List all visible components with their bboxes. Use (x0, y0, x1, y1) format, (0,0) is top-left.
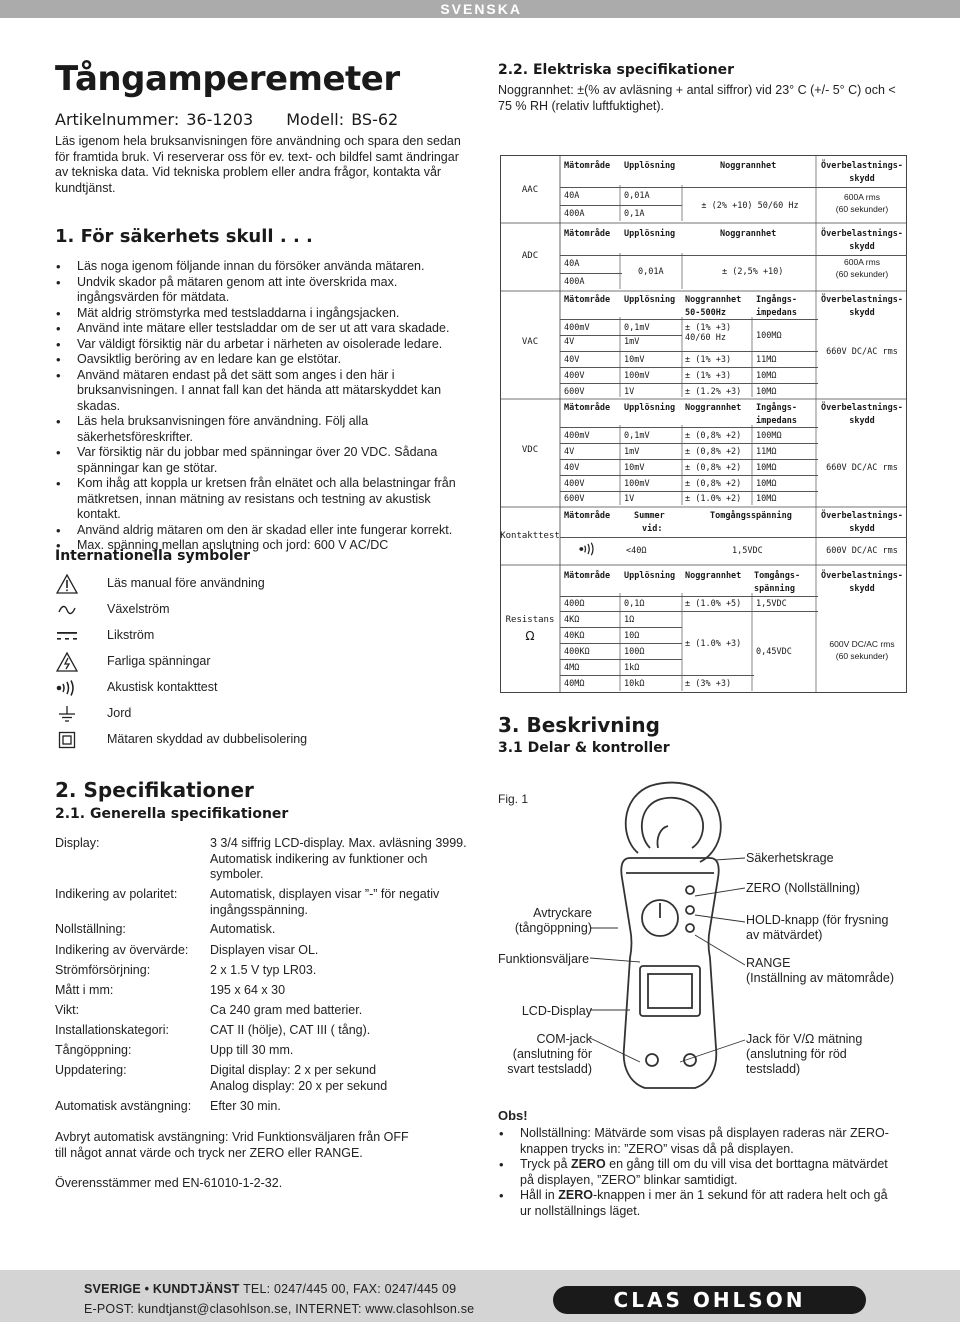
category-aac: AAC (521, 185, 539, 195)
spec-key: Tångöppning: (55, 1043, 132, 1057)
footer-line1 (84, 1282, 456, 1296)
spec-key: Display: (55, 836, 100, 850)
symbol-label: Farliga spänningar (107, 654, 211, 668)
cell: 100MΩ (756, 431, 782, 441)
symbol-label: Växelström (107, 602, 170, 616)
cell: 11MΩ (756, 355, 777, 365)
symbol-row (55, 676, 455, 702)
label-range-line2: (Inställning av mätområde) (746, 971, 894, 985)
header-range: Mätområde (564, 295, 611, 305)
cell: 10mV (624, 355, 645, 365)
header-protection-2: skydd (849, 242, 875, 252)
spec-value: 3 3/4 siffrig LCD-display. Max. avläsning 3999. Automatisk indikering av funktioner och symboler. (210, 836, 467, 881)
general-spec-heading: 2.1. Generella specifikationer (55, 806, 289, 822)
cell: (60 sekunder) (835, 269, 889, 279)
header-protection: Överbelastnings- (821, 295, 903, 305)
high-voltage-icon (55, 650, 79, 674)
warning-triangle-icon (55, 572, 79, 596)
header-range: Mätområde (564, 571, 611, 581)
label-jack-line1: Jack för V/Ω mätning (746, 1032, 863, 1046)
cell: 600A rms (844, 257, 880, 267)
safety-item: • Använd inte mätare eller testsladdar om de ser ut att vara skadade. (55, 321, 475, 337)
symbol-row (55, 702, 455, 728)
header-range: Mätområde (564, 161, 611, 171)
cell: 10MΩ (756, 463, 777, 473)
cell: 400A (564, 277, 585, 287)
spec-value: Efter 30 min. (210, 1099, 281, 1113)
header-range: Mätområde (564, 511, 611, 521)
spec-key: Nollställning: (55, 922, 126, 936)
header-accuracy: Noggrannhet (685, 403, 742, 413)
obs-item (498, 1188, 898, 1219)
cell: ± (1.0% +5) (685, 599, 742, 609)
cell: 40KΩ (564, 631, 585, 641)
obs-bold: ZERO (558, 1188, 593, 1202)
header-accuracy: Noggrannhet (685, 295, 742, 305)
spec-key: Strömförsörjning: (55, 963, 151, 977)
cell: 1Ω (624, 615, 635, 625)
safety-item: • Undvik skador på mätaren genom att inte överskrida max. ingångsvärden för mätdata. (55, 275, 475, 306)
spec-value: CAT II (hölje), CAT III ( tång). (210, 1023, 371, 1037)
specifications-heading: 2. Specifikationer (55, 778, 254, 802)
spec-key: Automatisk avstängning: (55, 1099, 192, 1113)
label-jack-line3: testsladd) (746, 1062, 801, 1076)
spec-value: Upp till 30 mm. (210, 1043, 294, 1057)
cell: ± (1.2% +3) (685, 387, 742, 397)
label-trigger-line2: (tångöppning) (514, 921, 592, 935)
header-impedance: Ingångs- (756, 403, 797, 413)
cell: 1V (624, 494, 635, 504)
symbols-list (55, 570, 475, 760)
cell: 600V DC/AC rms (829, 639, 895, 649)
symbol-label: Jord (107, 706, 132, 720)
cell: 40V (564, 355, 580, 365)
header-resolution: Upplösning (624, 295, 676, 305)
cell: 0,1A (624, 209, 645, 219)
intro-text: Läs igenom hela bruksanvisningen före användning och spara den sedan för framtida bruk. Vi reserverar oss för ev. text- och bildfel samt ändringar av tekniska data. Vid tekniska problem eller andra frågor, kontakta vår kundtjänst. (55, 134, 461, 195)
cell: 400mV (564, 431, 590, 441)
general-spec-list (55, 836, 475, 1116)
symbol-row (55, 728, 455, 754)
left-column (55, 58, 475, 554)
ohm-symbol: Ω (525, 629, 535, 643)
cell: 600V (564, 387, 585, 397)
symbol-row (55, 572, 455, 598)
cell: 0,01A (624, 191, 650, 201)
symbol-label: Mätaren skyddad av dubbelisolering (107, 732, 308, 746)
cell: 1,5VDC (756, 599, 787, 609)
header-range: Mätområde (564, 403, 611, 413)
label-com-line3: svart testsladd) (507, 1062, 592, 1076)
spec-value: Displayen visar OL. (210, 943, 319, 957)
cell: 400mV (564, 323, 590, 333)
cell: 400KΩ (564, 647, 590, 657)
cell: <40Ω (626, 546, 647, 556)
cell: ± (1% +3) (685, 371, 732, 381)
right-column (498, 62, 918, 114)
header-protection: Överbelastnings- (821, 511, 903, 521)
symbols-heading: Internationella symboler (55, 548, 251, 564)
category-vac: VAC (521, 337, 539, 347)
label-com-line2: (anslutning för (512, 1047, 592, 1061)
footer-phone: TEL: 0247/445 00, FAX: 0247/445 09 (239, 1282, 457, 1296)
safety-item: • Kom ihåg att koppla ur kretsen från elnätet och alla belastningar från mätkretsen, innan mätning av resistans och testning av akustisk kontakt. (55, 476, 475, 523)
spec-key: Installationskategori: (55, 1023, 169, 1037)
safety-heading: 1. För säkerhets skull . . . (55, 226, 313, 247)
safety-item: • Läs hela bruksanvisningen före användning. Följ alla säkerhetsföreskrifter. (55, 414, 475, 445)
cell: 100MΩ (756, 331, 782, 341)
symbol-label: Akustisk kontakttest (107, 680, 218, 694)
header-impedance-2: impedans (756, 416, 797, 426)
header-protection-2: skydd (849, 308, 875, 318)
cell: 1,5VDC (732, 546, 763, 556)
header-buzzer: Summer (634, 511, 665, 521)
conformity-note: Överensstämmer med EN-61010-1-2-32. (55, 1176, 283, 1190)
label-jack-line2: (anslutning för röd (746, 1047, 847, 1061)
cell: 0,1mV (624, 323, 650, 333)
cell: 100Ω (624, 647, 645, 657)
header-accuracy: Noggrannhet (720, 229, 777, 239)
header-protection-2: skydd (849, 174, 875, 184)
cell: ± (1% +3) (685, 323, 732, 333)
cell: 1mV (624, 447, 640, 457)
language-bar (0, 0, 960, 18)
description-heading: 3. Beskrivning (498, 713, 660, 737)
spec-value: 2 x 1.5 V typ LR03. (210, 963, 317, 977)
cell: 10MΩ (756, 494, 777, 504)
spec-key: Vikt: (55, 1003, 80, 1017)
header-protection-2: skydd (849, 584, 875, 594)
label-v-jack (746, 1032, 862, 1077)
header-protection-2: skydd (849, 416, 875, 426)
parts-heading: 3.1 Delar & kontroller (498, 740, 670, 756)
safety-item: • Mät aldrig strömstyrka med testsladdarna i ingångsjacken. (55, 306, 475, 322)
article-number: Artikelnummer: 36-1203 (55, 110, 254, 129)
cell: 40/60 Hz (685, 333, 726, 343)
header-protection-2: skydd (849, 524, 875, 534)
cell: 1kΩ (624, 663, 640, 673)
header-resolution: Upplösning (624, 229, 676, 239)
header-impedance: Ingångs- (756, 295, 797, 305)
safety-item: • Använd aldrig mätaren om den är skadad eller inte fungerar korrekt. (55, 523, 475, 539)
cell: 1mV (624, 337, 640, 347)
obs-item (498, 1126, 898, 1157)
cell: ± (1.0% +2) (685, 494, 742, 504)
cell: 0,1Ω (624, 599, 645, 609)
header-protection: Överbelastnings- (821, 571, 903, 581)
spec-value: Automatisk, displayen visar ”-” för negativ ingångsspänning. (210, 887, 440, 917)
obs-text: en gång till om du vill visa det borttagna mätvärdet på displayen, ”ZERO” blinkar samtidigt. (520, 1157, 888, 1187)
safety-item: • Läs noga igenom följande innan du försöker använda mätaren. (55, 259, 475, 275)
symbol-row (55, 624, 455, 650)
cell: 40A (564, 259, 580, 269)
spec-key: Mått i mm: (55, 983, 114, 997)
cell: 660V DC/AC rms (826, 463, 898, 473)
spec-value: Automatisk. (210, 922, 276, 936)
obs-text: Håll in (520, 1188, 559, 1202)
cell: 600A rms (844, 192, 880, 202)
header-protection: Överbelastnings- (821, 403, 903, 413)
clas-ohlson-logo: CLAS OHLSON (553, 1286, 866, 1314)
cell: 1V (624, 387, 635, 397)
header-protection: Överbelastnings- (821, 229, 903, 239)
spec-key: Uppdatering: (55, 1063, 127, 1077)
header-open-voltage: Tomgångs- (754, 571, 801, 581)
ground-icon (55, 702, 79, 726)
header-resolution: Upplösning (624, 403, 676, 413)
symbol-label: Likström (107, 628, 155, 642)
safety-item: • Var väldigt försiktig när du arbetar i närheten av oisolerade ledare. (55, 337, 475, 353)
header-accuracy-freq: 50-500Hz (685, 308, 726, 318)
page-title: Tångamperemeter (55, 59, 400, 99)
label-com-jack (498, 1032, 592, 1077)
header-range: Mätområde (564, 229, 611, 239)
label-hold-line1: HOLD-knapp (för frysning (746, 913, 889, 927)
spec-value: Digital display: 2 x per sekund Analog display: 20 x per sekund (210, 1063, 388, 1093)
label-com-line1: COM-jack (536, 1032, 592, 1046)
obs-list (498, 1126, 898, 1219)
symbol-row (55, 598, 455, 624)
safety-item: • Max. spänning mellan anslutning och jord: 600 V AC/DC (55, 538, 475, 554)
cell: 10MΩ (756, 371, 777, 381)
header-impedance-2: impedans (756, 308, 797, 318)
category-adc: ADC (521, 251, 539, 261)
cell: (60 sekunder) (835, 651, 889, 661)
obs-bold: ZERO (570, 1157, 606, 1171)
cell: 40MΩ (564, 679, 585, 689)
figure-label: Fig. 1 (498, 792, 529, 806)
safety-item: • Oavsiktlig beröring av en ledare kan ge elstötar. (55, 352, 475, 368)
cell: 4V (564, 337, 575, 347)
cell: 400V (564, 479, 585, 489)
cell: ± (0,8% +2) (685, 479, 742, 489)
cell: 10mV (624, 463, 645, 473)
sound-icon (55, 676, 79, 700)
obs-text: Nollställning: Mätvärde som visas på displayen raderas när ZERO-knappen trycks in: ”ZERO” visas då på displayen. (520, 1126, 889, 1156)
label-function-selector: Funktionsväljare (498, 952, 590, 966)
category-continuity: Kontakttest (500, 531, 560, 541)
cell: ± (0,8% +2) (685, 447, 742, 457)
label-range-line1: RANGE (746, 956, 791, 970)
header-resolution: Upplösning (624, 161, 676, 171)
label-lcd: LCD-Display (521, 1004, 592, 1018)
article-line (55, 110, 475, 129)
cell: 100mV (624, 479, 650, 489)
language-label: SVENSKA (440, 1, 522, 17)
obs-text: Tryck på (520, 1157, 571, 1171)
label-trigger-line1: Avtryckare (533, 906, 592, 920)
cell: ± (3% +3) (685, 679, 732, 689)
label-range (746, 956, 894, 986)
header-accuracy: Noggrannhet (720, 161, 777, 171)
safety-item: • Använd mätaren endast på det sätt som anges i den här i bruksanvisningen. I annat fall kan det hända att mätarskyddet kan skadas. (55, 368, 475, 415)
header-open-voltage: Tomgångsspänning (710, 511, 792, 521)
cell: 4KΩ (564, 615, 580, 625)
cell: 400A (564, 209, 585, 219)
cell: ± (2,5% +10) (722, 267, 784, 277)
electrical-spec-heading: 2.2. Elektriska specifikationer (498, 62, 735, 78)
ac-tilde-icon (55, 598, 79, 622)
spec-key: Indikering av polaritet: (55, 887, 178, 901)
label-zero: ZERO (Nollställning) (746, 881, 860, 895)
dc-icon (55, 624, 79, 648)
cell: 660V DC/AC rms (826, 347, 898, 357)
footer-line2: E-POST: kundtjanst@clasohlson.se, INTERNET: www.clasohlson.se (84, 1302, 475, 1316)
symbol-label: Läs manual före användning (107, 576, 265, 590)
cell: 600V DC/AC rms (826, 546, 898, 556)
cell: 10MΩ (756, 387, 777, 397)
cell: ± (2% +10) 50/60 Hz (701, 201, 799, 211)
label-hold (746, 913, 888, 943)
footer (0, 1270, 960, 1322)
safety-list (55, 259, 475, 554)
cell: 0,01A (638, 267, 664, 277)
cell: 40A (564, 191, 580, 201)
cell: 0,1mV (624, 431, 650, 441)
label-trigger (500, 906, 592, 936)
label-safety-guard: Säkerhetskrage (746, 851, 834, 865)
safety-item: • Var försiktig när du jobbar med spänningar över 20 VDC. Sådana spänningar kan ge stötar. (55, 445, 475, 476)
auto-off-note: Avbryt automatisk avstängning: Vrid Funktionsväljaren från OFF till något annat värde och tryck ner ZERO eller RANGE. (55, 1130, 409, 1160)
obs-text: -knappen i mer än 1 sekund för att radera helt och gå ur nollställnings läget. (520, 1188, 888, 1218)
category-resistance: Resistans (505, 615, 555, 625)
cell: ± (1% +3) (685, 355, 732, 365)
header-resolution: Upplösning (624, 571, 676, 581)
header-accuracy: Noggrannhet (685, 571, 742, 581)
label-hold-line2: av mätvärdet) (746, 928, 823, 942)
cell: 10MΩ (756, 479, 777, 489)
footer-country: SVERIGE • KUNDTJÄNST (84, 1282, 240, 1296)
cell: ± (0,8% +2) (685, 463, 742, 473)
cell: 400V (564, 371, 585, 381)
header-buzzer-2: vid: (642, 524, 663, 534)
obs-item (498, 1157, 898, 1188)
cell: 4MΩ (564, 663, 580, 673)
obs-heading: Obs! (498, 1108, 528, 1123)
spec-value: 195 x 64 x 30 (210, 983, 286, 997)
cell: 11MΩ (756, 447, 777, 457)
spec-value: Ca 240 gram med batterier. (210, 1003, 363, 1017)
electrical-spec-intro: Noggrannhet: ±(% av avläsning + antal siffror) vid 23° C (+/- 5° C) och < 75 % RH (relativ luftfuktighet). (498, 83, 896, 113)
category-vdc: VDC (521, 445, 539, 455)
header-protection: Överbelastnings- (821, 161, 903, 171)
cell: 40V (564, 463, 580, 473)
cell: ± (1.0% +3) (685, 639, 742, 649)
spec-key: Indikering av övervärde: (55, 943, 189, 957)
double-insulation-icon (55, 728, 79, 752)
cell: 4V (564, 447, 575, 457)
cell: 10kΩ (624, 679, 645, 689)
cell: 0,45VDC (756, 647, 792, 657)
leader-lines (590, 850, 750, 1080)
model-number: Modell: BS-62 (286, 110, 399, 129)
cell: 600V (564, 494, 585, 504)
cell: ± (0,8% +2) (685, 431, 742, 441)
cell: 400Ω (564, 599, 585, 609)
header-open-voltage-2: spänning (754, 584, 795, 594)
cell: (60 sekunder) (835, 204, 889, 214)
cell: 10Ω (624, 631, 640, 641)
cell: 100mV (624, 371, 650, 381)
symbol-row (55, 650, 455, 676)
table-column-lines (500, 155, 907, 695)
